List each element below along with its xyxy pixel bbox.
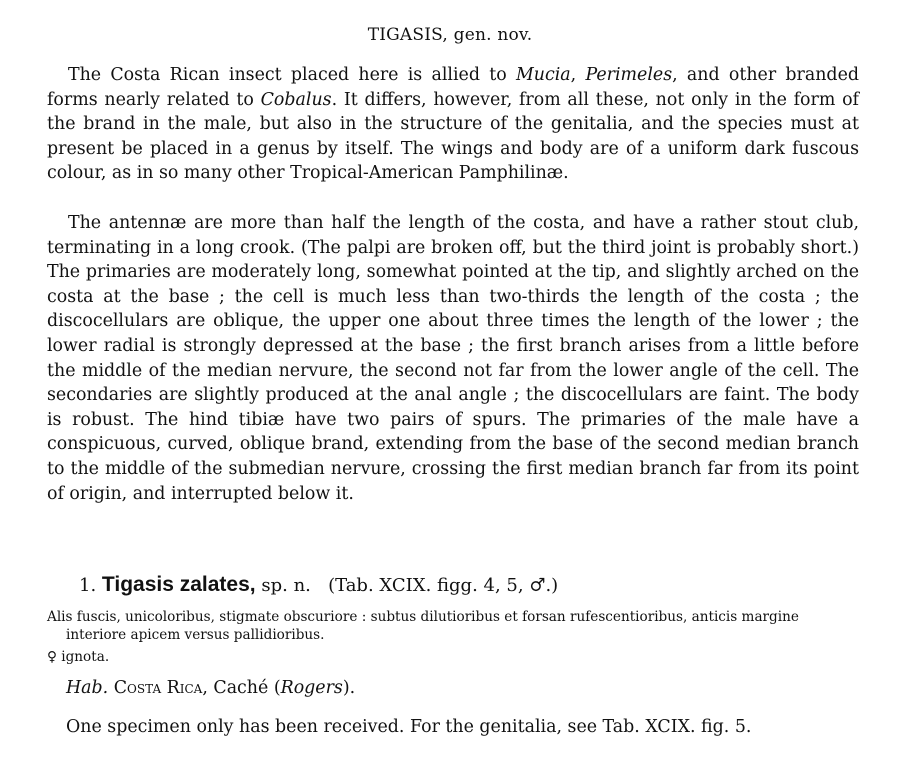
habitat-collector: Rogers: [280, 678, 343, 698]
habitat-locality: , Caché (: [202, 678, 281, 698]
genus-name-mucia: Mucia: [515, 65, 571, 85]
morphology-paragraph: [47, 211, 859, 506]
genus-name-cobalus: Cobalus: [260, 89, 332, 110]
genus-name-perimeles: Perimeles: [585, 65, 673, 85]
paragraph-text: ,: [570, 65, 586, 85]
female-note: ♀ ignota.: [47, 649, 110, 665]
habitat-line: [66, 678, 355, 698]
latin-line-2: interiore apicem versus pallidioribus.: [66, 627, 325, 643]
specimen-note: One specimen only has been received. For the genitalia, see Tab. XCIX. fig. 5.: [66, 717, 752, 737]
habitat-close: ).: [342, 678, 356, 698]
species-name: Tigasis zalates,: [101, 573, 256, 596]
paragraph-text: . It differs, however, from all these, not only in the form of the brand in the male, but also in the structure of the genitalia, and the species must at present be placed in a genus by itself. The wings and body are of a uniform dark fuscous colour, as in so many other Tropical-American Pamphilinæ.: [47, 89, 859, 184]
latin-description: [47, 608, 859, 644]
species-status: sp. n.: [261, 575, 311, 596]
species-number: 1.: [79, 575, 97, 596]
habitat-label: Hab.: [66, 678, 109, 698]
paragraph-text: , and other branded forms nearly related to: [47, 65, 859, 110]
species-heading: [79, 573, 558, 597]
genus-heading: TIGASIS, gen. nov.: [367, 25, 533, 45]
latin-line-1: Alis fuscis, unicoloribus, stigmate obscuriore : subtus dilutioribus et forsan rufescentioribus, anticis margine: [47, 609, 799, 625]
habitat-country: Costa Rica: [113, 678, 203, 698]
plate-reference: (Tab. XCIX. figg. 4, 5, ♂.): [328, 575, 559, 596]
paragraph-text: The antennæ are more than half the length of the costa, and have a rather stout club, terminating in a long crook. (The palpi are broken off, but the third joint is probably short.) The primaries are moderately long, somewhat pointed at the tip, and slightly arched on the costa at the base ; the cell is much less than two-thirds the length of the costa ; the discocellulars are oblique, the upper one about three times the length of the lower ; the lower radial is strongly depressed at the base ; the first branch arises from a little before the middle of the median nervure, the second not far from the lower angle of the cell. The secondaries are slightly produced at the anal angle ; the discocellulars are faint. The body is robust. The hind tibiæ have two pairs of spurs. The primaries of the male have a conspicuous, curved, oblique brand, extending from the base of the second median branch to the middle of the submedian nervure, crossing the first median branch far from its point of origin, and interrupted below it.: [47, 213, 859, 504]
genus-description-paragraph: [47, 63, 859, 186]
paragraph-text: The Costa Rican insect placed here is allied to: [68, 65, 516, 85]
